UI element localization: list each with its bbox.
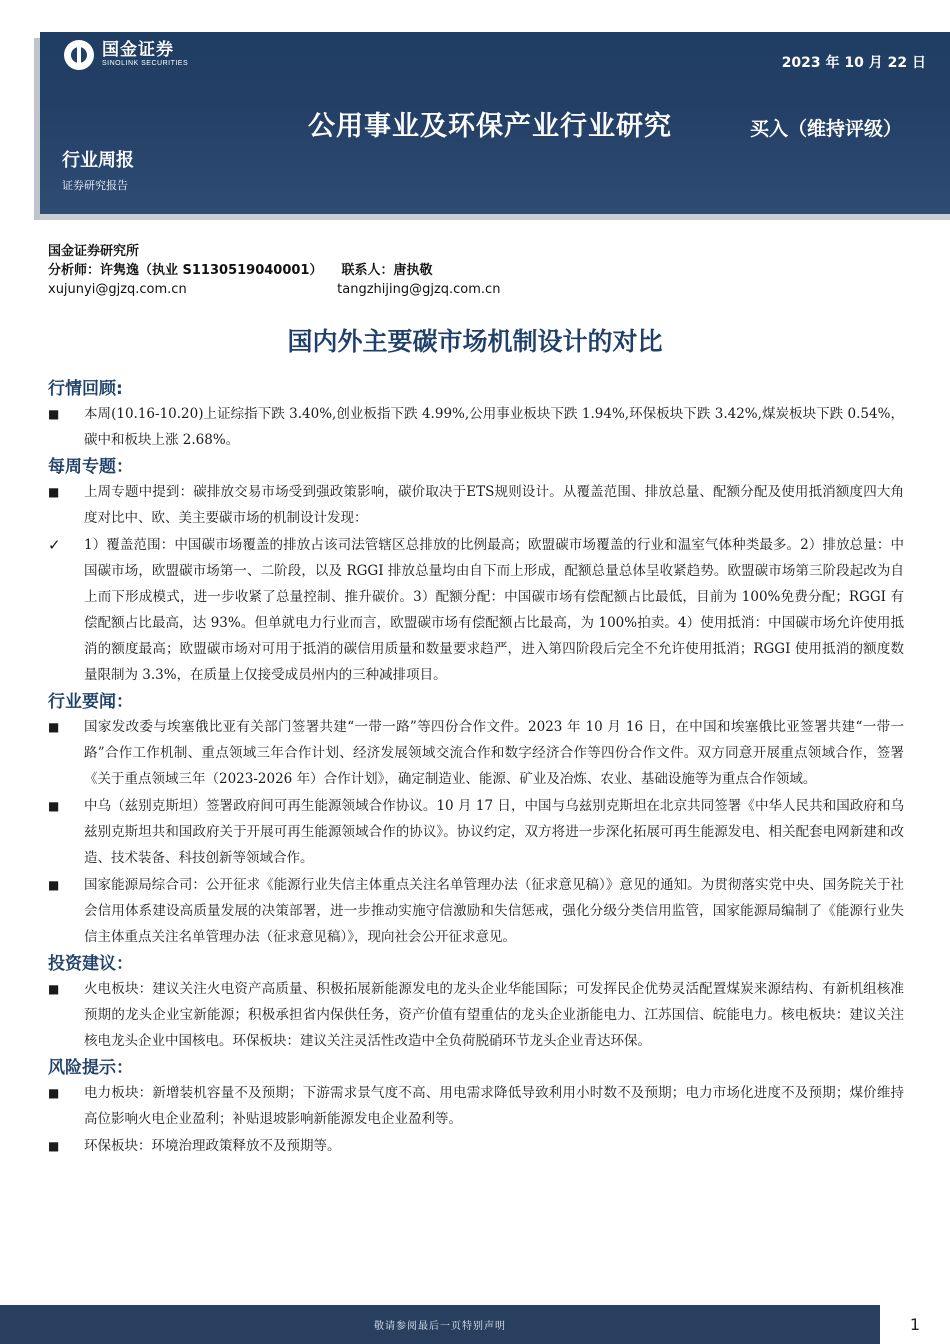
list-item-text: 中乌（兹别克斯坦）签署政府间可再生能源领域合作协议。10 月 17 日，中国与乌兹别克斯坦在北京共同签署《中华人民共和国政府和乌兹别克斯坦共和国政府关于开展可再生能源领域合作的协议》。协议约定，双方将进一步深化拓展可再生能源发电、相关配套电网新建和改造、技术装备、科技创新等领域合作。 (84, 798, 904, 866)
report-date: 2023 年 10 月 22 日 (781, 55, 926, 71)
check-bullet-icon: ✓ (48, 536, 61, 554)
analyst-block (48, 242, 500, 299)
list-item (48, 401, 904, 453)
section-heading-investment-advice: 投资建议： (48, 954, 133, 974)
report-type: 证券研究报告 (62, 179, 128, 192)
institute-name: 国金证券研究所 (48, 244, 140, 259)
square-bullet-icon: ■ (48, 407, 60, 421)
analyst-line: 分析师：许隽逸（执业 S1130519040001） (48, 263, 323, 278)
page-footer (0, 1305, 880, 1344)
page-number: 1 (909, 1315, 920, 1334)
section-heading-weekly-topic: 每周专题： (48, 457, 133, 477)
square-bullet-icon: ■ (48, 799, 60, 813)
logo-en-text: SINOLINK SECURITIES (102, 60, 189, 67)
list-item (48, 976, 904, 1054)
contact-email[interactable]: tangzhijing@gjzq.com.cn (337, 282, 501, 297)
main-title: 国内外主要碳市场机制设计的对比 (287, 327, 663, 356)
list-item (48, 1133, 904, 1159)
list-item-text: 环保板块：环境治理政策释放不及预期等。 (84, 1138, 341, 1154)
report-content (48, 375, 904, 1160)
section-heading-industry-news: 行业要闻： (48, 692, 133, 712)
list-item-text: 电力板块：新增装机容量不及预期；下游需求景气度不高、用电需求降低导致利用小时数不及预期；电力市场化进度不及预期；煤价维持高位影响火电企业盈利；补贴退坡影响新能源发电企业盈利等。 (84, 1085, 904, 1127)
square-bullet-icon: ■ (48, 1086, 60, 1100)
square-bullet-icon: ■ (48, 1139, 60, 1153)
list-item (48, 1080, 904, 1132)
section-heading-risk-warning: 风险提示： (48, 1058, 133, 1078)
list-item (48, 479, 904, 531)
list-item (48, 532, 904, 688)
square-bullet-icon: ■ (48, 982, 60, 996)
list-item-text: 1）覆盖范围：中国碳市场覆盖的排放占该司法管辖区总排放的比例最高；欧盟碳市场覆盖的行业和温室气体种类最多。2）排放总量：中国碳市场，欧盟碳市场第一、二阶段，以及 RGGI 排放总量均由自下而上形成，配额总量总体呈收紧趋势。欧盟碳市场第三阶段起改为自上而下形成模式，进一步收紧了总量控制、推升碳价。3）配额分配：中国碳市场有偿配额占比最低，目前为 100%免费分配；RGGI 有偿配额占比最高，达 93%。但单就电力行业而言，欧盟碳市场有偿配额占比最高，为 100%拍卖。4）使用抵消：中国碳市场允许使用抵消的额度最高；欧盟碳市场对可用于抵消的碳信用质量和数量要求趋严，进入第四阶段后完全不允许使用抵消；RGGI 使用抵消的额度数量限制为 3.3%，在质量上仅接受成员州内的三种减排项目。 (84, 537, 904, 683)
analyst-email[interactable]: xujunyi@gjzq.com.cn (48, 282, 187, 297)
report-kind: 行业周报 (62, 150, 134, 171)
rating-badge: 买入（维持评级） (750, 118, 903, 140)
report-header (40, 32, 950, 214)
list-item-text: 国家发改委与埃塞俄比亚有关部门签署共建“一带一路”等四份合作文件。2023 年 10 月 16 日，在中国和埃塞俄比亚签署共建“一带一路”合作工作机制、重点领域三年合作计划、经济发展领域交流合作和数字经济合作等四份合作文件。双方同意开展重点领域合作，签署《关于重点领域三年（2023-2026 年）合作计划》，确定制造业、能源、矿业及冶炼、农业、基础设施等为重点合作领域。 (84, 719, 904, 787)
logo-cn-text: 国金证券 (102, 40, 174, 60)
list-item (48, 714, 904, 792)
square-bullet-icon: ■ (48, 485, 60, 499)
list-item-text: 本周(10.16-10.20)上证综指下跌 3.40%,创业板指下跌 4.99%,公用事业板块下跌 1.94%,环保板块下跌 3.42%,煤炭板块下跌 0.54%，碳中和板块上涨 2.68%。 (84, 406, 904, 448)
list-item-text: 火电板块：建议关注火电资产高质量、积极拓展新能源发电的龙头企业华能国际；可发挥民企优势灵活配置煤炭来源结构、有新机组核准预期的龙头企业宝新能源；积极承担省内保供任务，资产价值有望重估的龙头企业浙能电力、江苏国信、皖能电力。核电板块：建议关注核电龙头企业中国核电。环保板块：建议关注灵活性改造中全负荷脱硝环节龙头企业青达环保。 (84, 981, 904, 1049)
list-item (48, 793, 904, 871)
list-item (48, 872, 904, 950)
square-bullet-icon: ■ (48, 720, 60, 734)
square-bullet-icon: ■ (48, 878, 60, 892)
section-heading-market-review: 行情回顾: (48, 379, 123, 399)
header-divider (40, 214, 950, 220)
contact-line: 联系人：唐执敬 (341, 263, 433, 278)
footer-disclaimer: 敬请参阅最后一页特别声明 (374, 1321, 506, 1332)
report-title: 公用事业及环保产业行业研究 (308, 111, 672, 142)
list-item-text: 国家能源局综合司：公开征求《能源行业失信主体重点关注名单管理办法（征求意见稿）》意见的通知。为贯彻落实党中央、国务院关于社会信用体系建设高质量发展的决策部署，进一步推动实施守信激励和失信惩戒，强化分级分类信用监管，国家能源局编制了《能源行业失信主体重点关注名单管理办法（征求意见稿）》，现向社会公开征求意见。 (84, 877, 904, 945)
sinolink-logo-icon (64, 40, 94, 70)
brand-logo (64, 40, 188, 70)
list-item-text: 上周专题中提到：碳排放交易市场受到强政策影响，碳价取决于ETS规则设计。从覆盖范围、排放总量、配额分配及使用抵消额度四大角度对比中、欧、美主要碳市场的机制设计发现： (84, 484, 904, 526)
